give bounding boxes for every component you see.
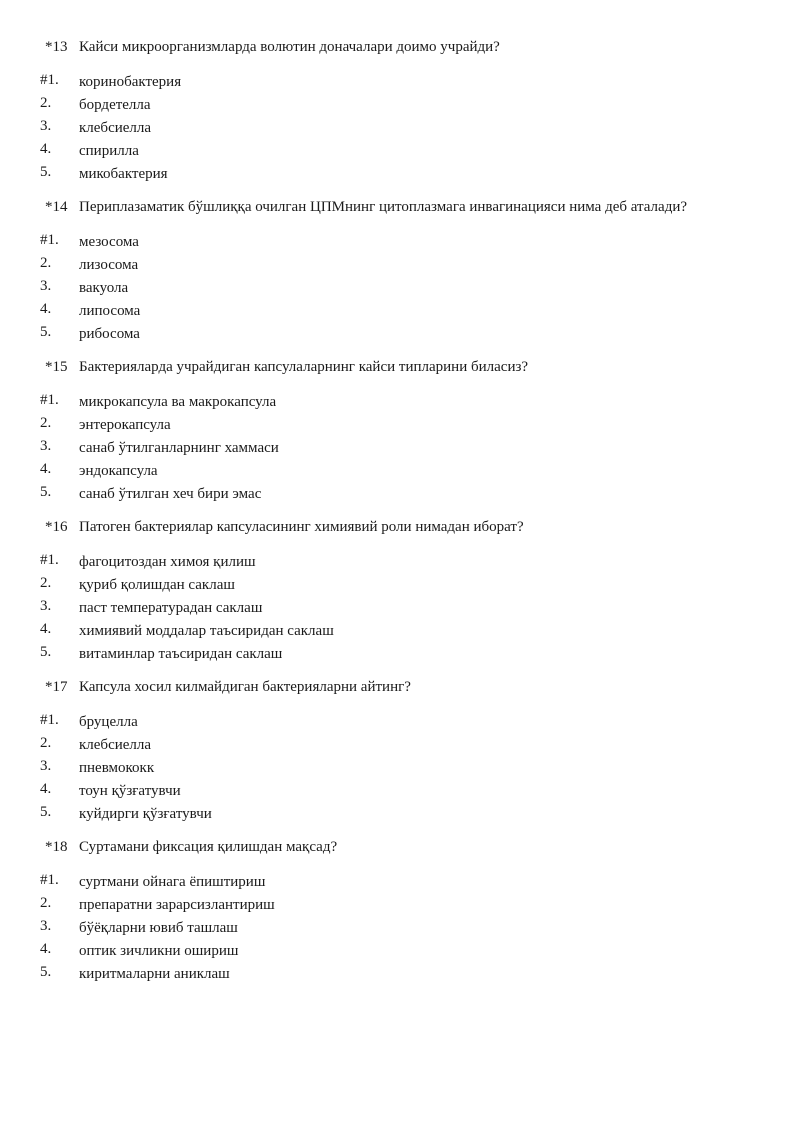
answer-option <box>0 94 800 117</box>
question-text: Патоген бактериялар капсуласининг химиявий роли нимадан иборат? <box>79 519 524 535</box>
option-number: #1. <box>40 232 59 248</box>
option-text: бўёқларни ювиб ташлаш <box>79 920 238 936</box>
option-number: 4. <box>40 461 52 477</box>
answer-option <box>0 757 800 780</box>
option-number: 5. <box>40 644 52 660</box>
option-text: липосома <box>79 303 141 319</box>
question-block <box>0 836 800 986</box>
option-text: вакуола <box>79 280 129 296</box>
answer-option <box>0 323 800 346</box>
option-text: микрокапсула ва макрокапсула <box>79 394 277 410</box>
answer-option <box>0 711 800 734</box>
question-block <box>0 356 800 506</box>
option-number: 5. <box>40 804 52 820</box>
option-text: мезосома <box>79 234 139 250</box>
option-text: киритмаларни аниклаш <box>79 966 230 982</box>
option-number: 4. <box>40 301 52 317</box>
answer-option <box>0 620 800 643</box>
option-number: 2. <box>40 735 52 751</box>
question-row <box>0 356 800 379</box>
question-text: Периплазаматик бўшлиққа очилган ЦПМнинг цитоплазмага инвагинацияси нима деб аталади? <box>79 199 688 215</box>
option-text: пневмококк <box>79 760 155 776</box>
answer-option <box>0 734 800 757</box>
answer-option <box>0 574 800 597</box>
option-text: эндокапсула <box>79 463 158 479</box>
question-text: Бактерияларда учрайдиган капсулаларнинг кайси типларини биласиз? <box>79 359 529 375</box>
answer-option <box>0 871 800 894</box>
option-text: химиявий моддалар таъсиридан саклаш <box>79 623 334 639</box>
option-number: #1. <box>40 552 59 568</box>
answer-option <box>0 254 800 277</box>
question-text: Суртамани фиксация қилишдан мақсад? <box>79 839 338 855</box>
question-block <box>0 516 800 666</box>
question-row <box>0 676 800 699</box>
answer-option <box>0 71 800 94</box>
option-text: санаб ўтилган хеч бири эмас <box>79 486 262 502</box>
question-row <box>0 516 800 539</box>
option-text: препаратни зарарсизлантириш <box>79 897 275 913</box>
option-text: куйдирги қўзғатувчи <box>79 806 212 822</box>
question-text: Капсула хосил килмайдиган бактерияларни айтинг? <box>79 679 411 695</box>
option-number: 3. <box>40 278 52 294</box>
answer-option <box>0 117 800 140</box>
option-text: клебсиелла <box>79 737 152 753</box>
option-number: 5. <box>40 164 52 180</box>
option-text: спирилла <box>79 143 139 159</box>
option-text: қуриб қолишдан саклаш <box>79 577 235 593</box>
question-number: *18 <box>45 839 68 855</box>
question-text: Кайси микроорганизмларда волютин доначалари доимо учрайди? <box>79 39 500 55</box>
option-text: микобактерия <box>79 166 168 182</box>
option-text: энтерокапсула <box>79 417 171 433</box>
option-text: тоун қўзғатувчи <box>79 783 181 799</box>
answer-option <box>0 231 800 254</box>
question-row <box>0 36 800 59</box>
answer-option <box>0 483 800 506</box>
answer-option <box>0 551 800 574</box>
option-text: бордетелла <box>79 97 151 113</box>
option-number: 3. <box>40 918 52 934</box>
option-number: #1. <box>40 392 59 408</box>
question-block <box>0 196 800 346</box>
option-number: 2. <box>40 95 52 111</box>
answer-option <box>0 917 800 940</box>
answer-option <box>0 437 800 460</box>
question-block <box>0 676 800 826</box>
option-text: фагоцитоздан химоя қилиш <box>79 554 256 570</box>
option-text: клебсиелла <box>79 120 152 136</box>
option-text: витаминлар таъсиридан саклаш <box>79 646 283 662</box>
question-row <box>0 196 800 219</box>
option-number: 4. <box>40 781 52 797</box>
option-number: #1. <box>40 712 59 728</box>
option-number: 4. <box>40 141 52 157</box>
answer-option <box>0 460 800 483</box>
answer-option <box>0 963 800 986</box>
answer-option <box>0 894 800 917</box>
question-number: *14 <box>45 199 68 215</box>
option-number: 5. <box>40 324 52 340</box>
option-text: суртмани ойнага ёпиштириш <box>79 874 266 890</box>
option-number: #1. <box>40 72 59 88</box>
question-block <box>0 36 800 186</box>
answer-option <box>0 277 800 300</box>
option-number: 4. <box>40 941 52 957</box>
question-number: *15 <box>45 359 68 375</box>
option-number: 3. <box>40 438 52 454</box>
option-number: 2. <box>40 415 52 431</box>
option-number: 2. <box>40 575 52 591</box>
answer-option <box>0 414 800 437</box>
question-number: *16 <box>45 519 68 535</box>
option-number: 3. <box>40 758 52 774</box>
answer-option <box>0 300 800 323</box>
question-number: *13 <box>45 39 68 55</box>
option-number: 5. <box>40 484 52 500</box>
answer-option <box>0 140 800 163</box>
option-number: 4. <box>40 621 52 637</box>
option-number: 2. <box>40 895 52 911</box>
option-number: 3. <box>40 118 52 134</box>
question-row <box>0 836 800 859</box>
option-text: бруцелла <box>79 714 138 730</box>
answer-option <box>0 643 800 666</box>
option-number: 2. <box>40 255 52 271</box>
answer-option <box>0 780 800 803</box>
answer-option <box>0 391 800 414</box>
option-text: лизосома <box>79 257 139 273</box>
answer-option <box>0 940 800 963</box>
document-page <box>0 36 800 986</box>
answer-option <box>0 597 800 620</box>
option-text: паст температурадан саклаш <box>79 600 263 616</box>
answer-option <box>0 803 800 826</box>
option-text: санаб ўтилганларнинг хаммаси <box>79 440 279 456</box>
option-number: 5. <box>40 964 52 980</box>
option-number: #1. <box>40 872 59 888</box>
option-text: рибосома <box>79 326 140 342</box>
option-text: коринобактерия <box>79 74 182 90</box>
question-number: *17 <box>45 679 68 695</box>
option-text: оптик зичликни ошириш <box>79 943 239 959</box>
option-number: 3. <box>40 598 52 614</box>
answer-option <box>0 163 800 186</box>
